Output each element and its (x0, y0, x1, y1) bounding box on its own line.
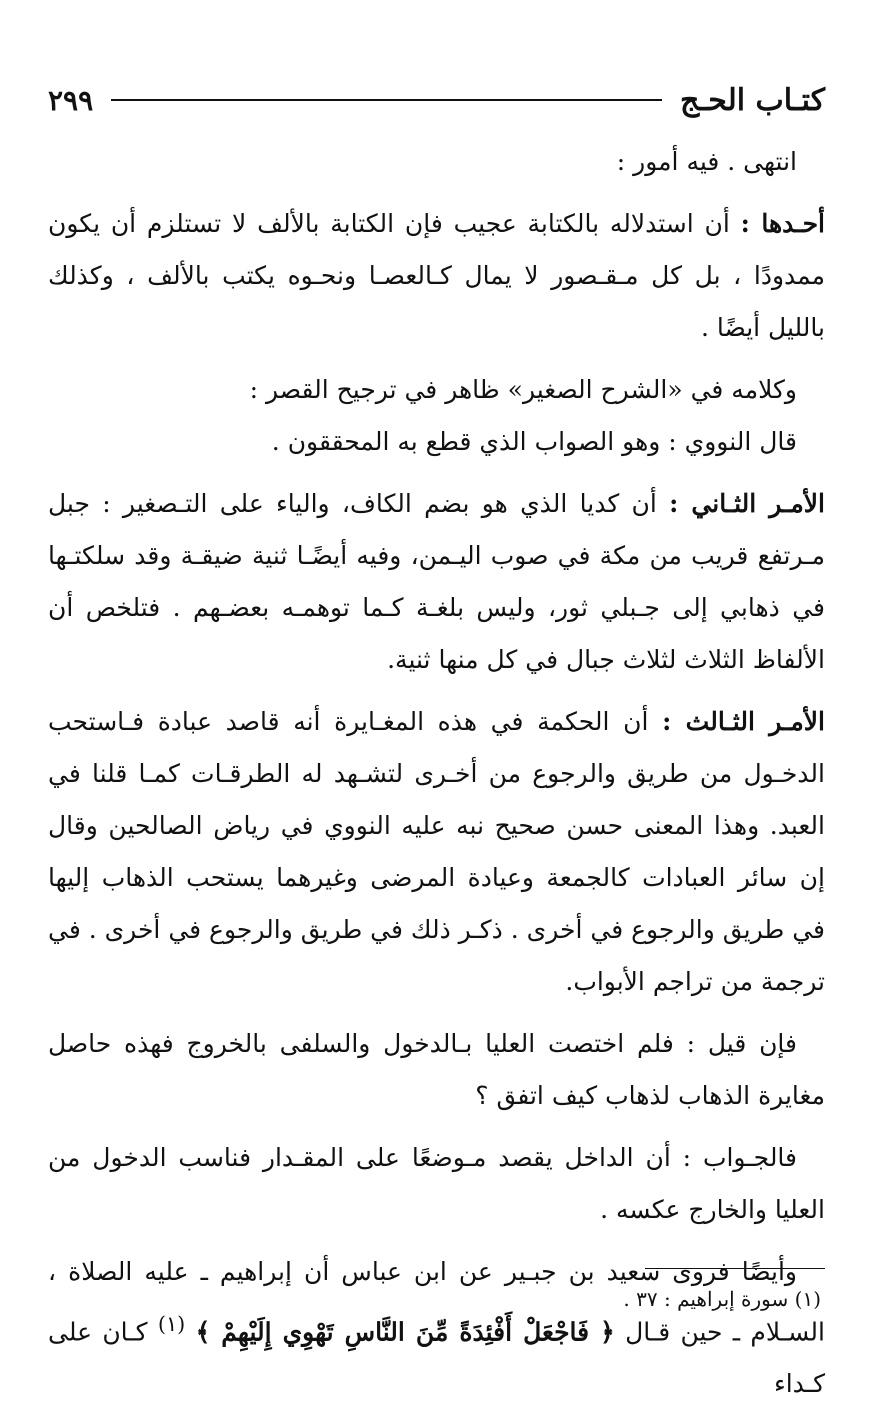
paragraph-text: انتهى . فيه أمور : (616, 147, 797, 176)
paragraph-text: وكلامه في «الشرح الصغير» ظاهر في ترجيح القصر : (249, 375, 797, 404)
paragraph-lead: أحـدها : (740, 209, 825, 238)
page-number: ٢٩٩ (48, 83, 94, 117)
header-rule (111, 99, 662, 101)
paragraph-lead: الأمـر الثـاني : (669, 489, 825, 518)
page-header (48, 78, 825, 122)
paragraph-text: كـان على كـداء (48, 1317, 825, 1399)
paragraph-ibn-abbas (48, 1246, 825, 1410)
paragraph-third-point (48, 696, 825, 1008)
paragraph-second-point (48, 478, 825, 686)
paragraph-answer (48, 1132, 825, 1236)
paragraph-sharh (48, 364, 825, 416)
footnote-reference: (١) (157, 1312, 186, 1336)
paragraph-question (48, 1018, 825, 1122)
paragraph-text: وأيضًا فروى سعيد بن جبـير عن ابن عباس أن إبراهيم ـ عليه الصلاة ، السـلام ـ حين قـال (48, 1257, 825, 1347)
book-title: كتـاب الحـج (680, 82, 825, 118)
footnote: (١) سورة إبراهيم : ٣٧ . (623, 1287, 821, 1311)
paragraph-nawawi (48, 416, 825, 468)
paragraph-first-point (48, 198, 825, 354)
footnote-separator (645, 1268, 825, 1269)
body-text (48, 136, 825, 1410)
quran-verse: ﴿ فَاجْعَلْ أَفْئِدَةً مِّنَ النَّاسِ تَهْوِي إِلَيْهِمْ ﴾ (195, 1317, 615, 1347)
paragraph-text: قال النووي : وهو الصواب الذي قطع به المحققون . (271, 427, 797, 456)
paragraph-text: أن استدلاله بالكتابة عجيب فإن الكتابة بالألف لا تستلزم أن يكون ممدودًا ، بل كل مـقـصور لا يمال كـالعصـا ونحـوه يكتب بالألف ، وكذلك بالليل أيضًا . (48, 209, 825, 342)
paragraph-text: فإن قيل : فلم اختصت العليا بـالدخول والسلفى بالخروج فهذه حاصل مغايرة الذهاب لذهاب كيف اتفق ؟ (48, 1029, 825, 1110)
paragraph-text: فالجـواب : أن الداخل يقصد مـوضعًا على المقـدار فناسب الدخول من العليا والخارج عكسه . (48, 1143, 825, 1224)
paragraph-lead: الأمـر الثـالث : (662, 707, 825, 736)
paragraph-intro (48, 136, 825, 188)
paragraph-text: أن الحكمة في هذه المغـايرة أنه قاصد عبادة فـاستحب الدخـول من طريق والرجوع من أخـرى لتشـهد له الطرقـات كمـا قلنا في العبد. وهذا المعنى حسن صحيح نبه عليه النووي في رياض الصالحين وقال إن سائر العبادات كالجمعة وعيادة المرضى وغيرهما يستحب الذهاب إليها في طريق والرجوع في أخرى . ذكـر ذلك في طريق والرجوع في أخرى . في ترجمة من تراجم الأبواب. (47, 707, 825, 996)
paragraph-text: أن كديا الذي هو بضم الكاف، والياء على التـصغير : جبل مـرتفع قريب من مكة في صوب اليـمن، وفيه أيضًـا ثنية ضيقـة وقد سلكتـها في ذهابي إلى جـبلي ثور، وليس بلغـة كـما توهمـه بعضـهم . فتلخص أن الألفاظ الثلاث لثلاث جبال في كل منها ثنية. (48, 489, 825, 674)
